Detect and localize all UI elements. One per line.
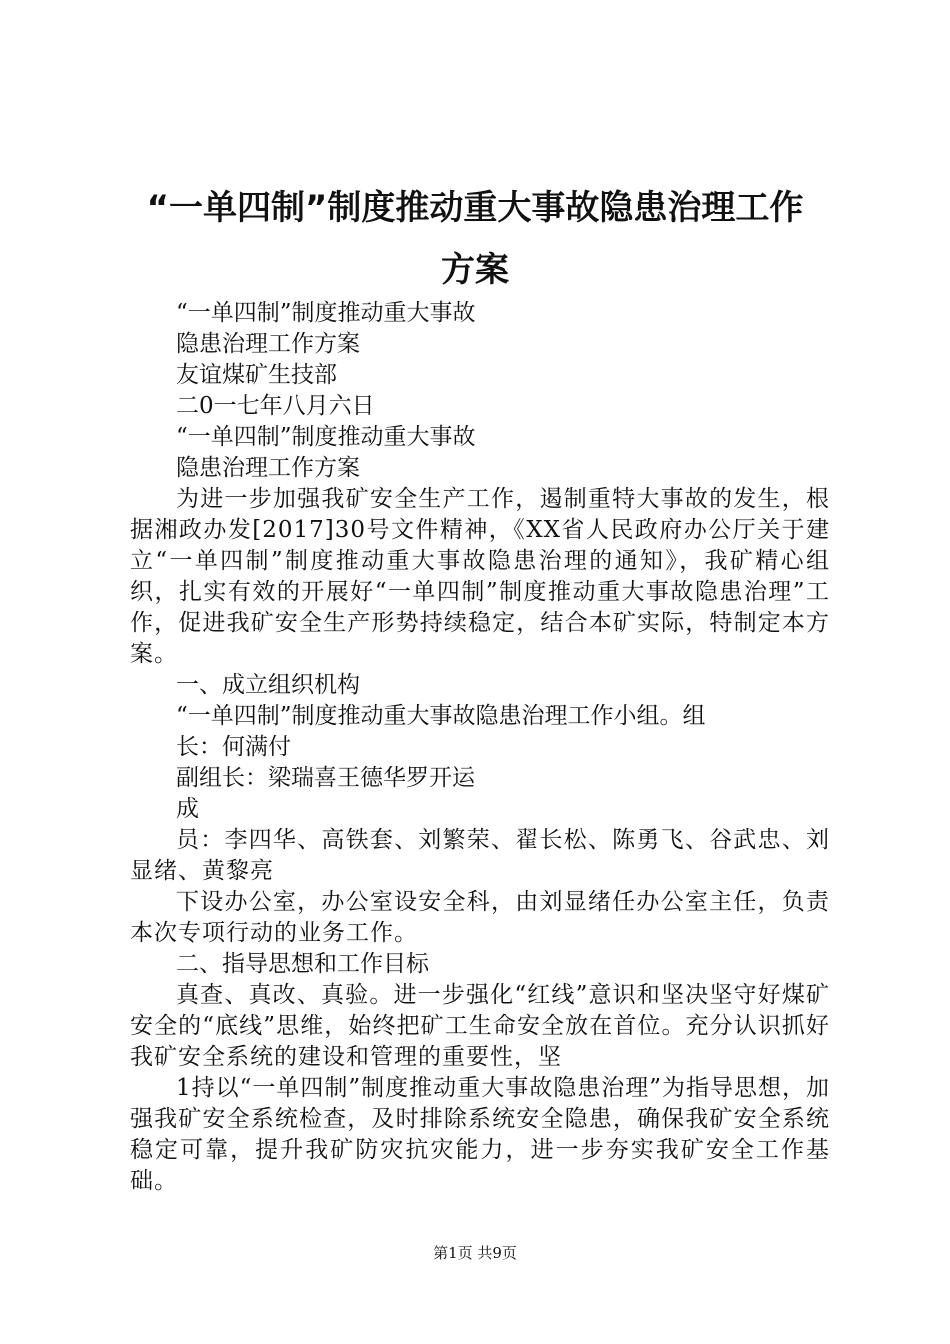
body-paragraph: 副组长：梁瑞喜王德华罗开运 (176, 765, 475, 791)
section-heading: 一、成立组织机构 (176, 672, 360, 698)
department-line: 友谊煤矿生技部 (176, 362, 337, 388)
document-body (130, 298, 830, 1197)
body-paragraph: “一单四制”制度推动重大事故隐患治理工作小组。组 (176, 703, 706, 729)
subtitle-line: “一单四制”制度推动重大事故 (176, 424, 476, 450)
subtitle-line: 隐患治理工作方案 (176, 331, 360, 357)
date-line: 二0一七年八月六日 (176, 393, 375, 419)
subtitle-line: 隐患治理工作方案 (176, 455, 360, 481)
document-title-line-2: 方案 (441, 250, 509, 290)
body-paragraph: 真查、真改、真验。进一步强化“红线”意识和坚决坚守好煤矿安全的“底线”思维，始终把矿工生命安全放在首位。充分认识抓好我矿安全系统的建设和管理的重要性，坚 (130, 982, 830, 1070)
body-paragraph: 成 (176, 796, 199, 822)
members-paragraph: 员：李四华、高铁套、刘繁荣、翟长松、陈勇飞、谷武忠、刘显绪、黄黎亮 (130, 827, 830, 884)
section-heading: 二、指导思想和工作目标 (176, 951, 429, 977)
body-paragraph: 长：何满付 (176, 734, 291, 760)
intro-paragraph: 为进一步加强我矿安全生产工作，遏制重特大事故的发生，根据湘政办发[2017]30号文件精神，《XX省人民政府办公厅关于建立“一单四制”制度推动重大事故隐患治理的通知》，我矿精心组织，扎实有效的开展好“一单四制”制度推动重大事故隐患治理”工作，促进我矿安全生产形势持续稳定，结合本矿实际，特制定本方案。 (130, 486, 830, 667)
document-title-line-1: “一单四制”制度推动重大事故隐患治理工作 (146, 188, 804, 228)
office-paragraph: 下设办公室，办公室设安全科，由刘显绪任办公室主任，负责本次专项行动的业务工作。 (130, 889, 830, 946)
body-paragraph: 1持以“一单四制”制度推动重大事故隐患治理”为指导思想，加强我矿安全系统检查，及时排除系统安全隐患，确保我矿安全系统稳定可靠，提升我矿防灾抗灾能力，进一步夯实我矿安全工作基础。 (130, 1075, 830, 1194)
subtitle-line: “一单四制”制度推动重大事故 (176, 300, 476, 326)
page-footer: 第1页 共9页 (433, 1244, 517, 1262)
